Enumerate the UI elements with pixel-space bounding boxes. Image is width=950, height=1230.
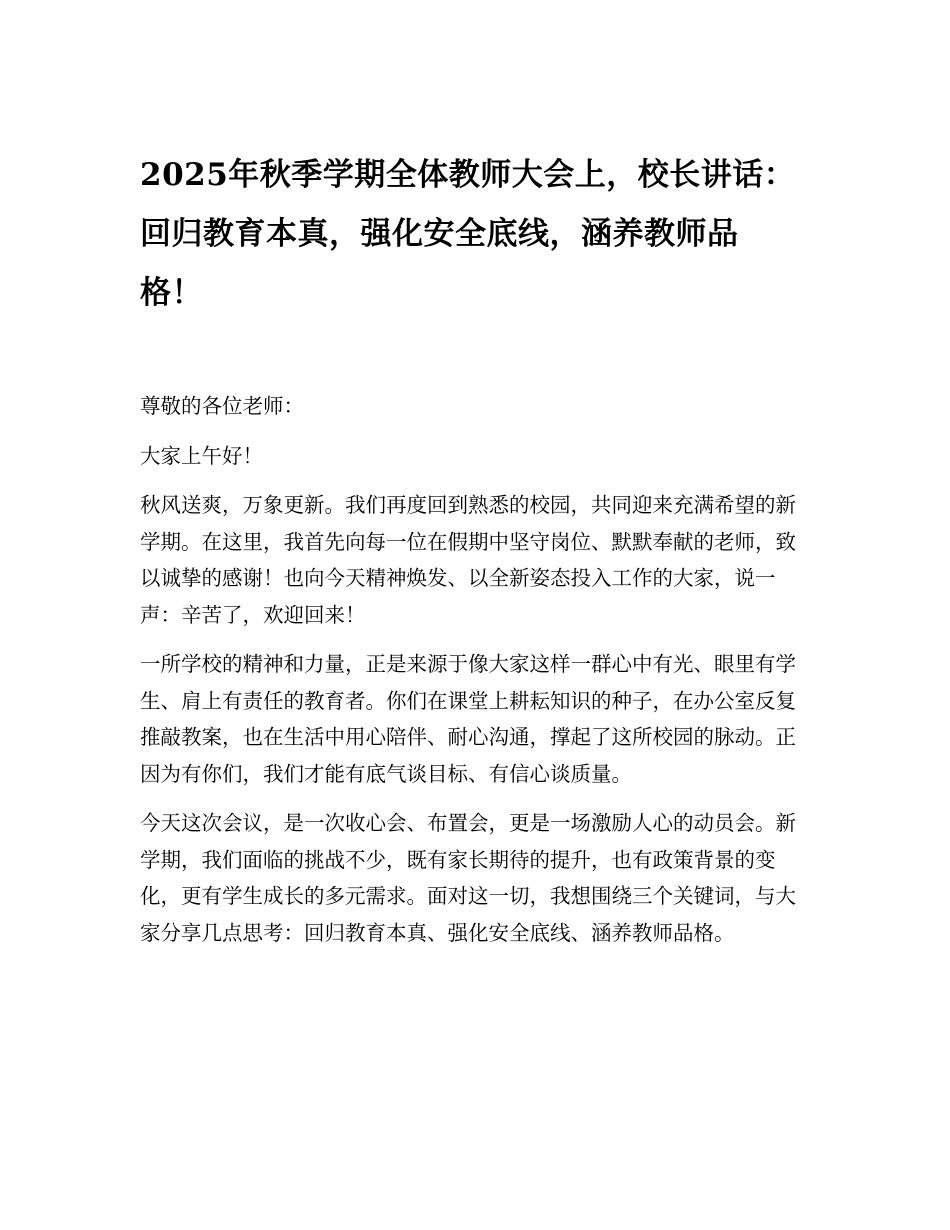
paragraph-3: 今天这次会议，是一次收心会、布置会，更是一场激励人心的动员会。新学期，我们面临的挑战不少，既有家长期待的提升，也有政策背景的变化，更有学生成长的多元需求。面对这一切，我想围绕三个关键词，与大家分享几点思考：回归教育本真、强化安全底线、涵养教师品格。: [140, 811, 796, 945]
document-body: [140, 388, 800, 964]
greeting: 大家上午好！: [140, 443, 263, 468]
paragraph-2: 一所学校的精神和力量，正是来源于像大家这样一群心中有光、眼里有学生、肩上有责任的教育者。你们在课堂上耕耘知识的种子，在办公室反复推敲教案，也在生活中用心陪伴、耐心沟通，撑起了这所校园的脉动。正因为有你们，我们才能有底气谈目标、有信心谈质量。: [140, 652, 796, 786]
document-title: 2025年秋季学期全体教师大会上，校长讲话：回归教育本真，强化安全底线，涵养教师品格！: [140, 157, 796, 311]
paragraph-1: 秋风送爽，万象更新。我们再度回到熟悉的校园，共同迎来充满希望的新学期。在这里，我首先向每一位在假期中坚守岗位、默默奉献的老师，致以诚挚的感谢！也向今天精神焕发、以全新姿态投入工作的大家，说一声：辛苦了，欢迎回来！: [140, 493, 796, 627]
salutation: 尊敬的各位老师：: [140, 394, 304, 418]
